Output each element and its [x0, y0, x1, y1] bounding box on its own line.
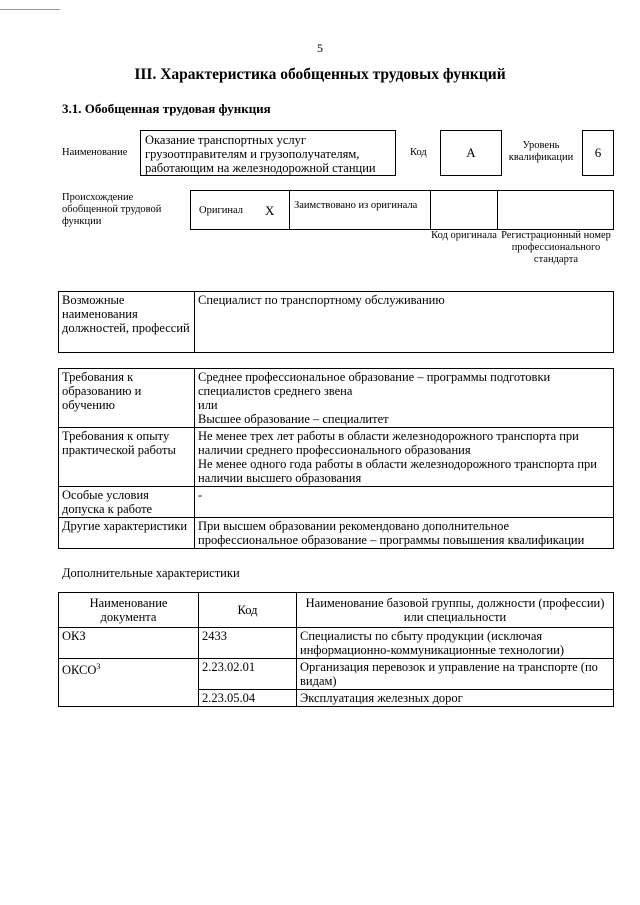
positions-value: Специалист по транспортному обслуживанию — [195, 292, 614, 353]
header-code: Код — [199, 593, 297, 628]
level-value: 6 — [594, 145, 602, 160]
original-label: Оригинал — [199, 205, 243, 216]
req-label: Требования к опыту практической работы — [59, 428, 195, 487]
subsection-title: 3.1. Обобщенная трудовая функция — [62, 101, 271, 116]
positions-table — [58, 291, 614, 353]
table-row — [59, 628, 614, 659]
scan-artifact-line — [0, 9, 60, 10]
req-value — [195, 428, 614, 487]
function-code-box — [440, 130, 502, 176]
table-header-row — [59, 593, 614, 628]
function-name-value: Оказание транспортных услуг грузоотправителям и грузополучателям, работающим на железнодорожной станции — [145, 133, 376, 175]
header-doc: Наименование документа — [59, 593, 199, 628]
level-box — [582, 130, 614, 176]
table-row — [59, 518, 614, 549]
table-row — [59, 659, 614, 690]
req-value — [195, 369, 614, 428]
table-row — [59, 487, 614, 518]
req-line: Среднее профессиональное образование – программы подготовки специалистов среднего звена — [198, 370, 551, 398]
name-label: Наименование — [62, 147, 128, 158]
cell-name: Специалисты по сбыту продукции (исключая информационно-коммуникационные технологии) — [297, 628, 614, 659]
code-original-caption: Код оригинала — [431, 230, 497, 241]
footnote-mark: 3 — [96, 662, 101, 671]
level-label: Уровень квалификации — [508, 140, 574, 163]
req-line: При высшем образовании рекомендовано дополнительное профессиональное образование – программы повышения квалификации — [198, 519, 585, 547]
table-row — [59, 428, 614, 487]
req-label: Другие характеристики — [59, 518, 195, 549]
req-label: Особые условия допуска к работе — [59, 487, 195, 518]
cell-doc-text: ОКСО — [62, 663, 97, 678]
table-row — [59, 292, 614, 353]
cell-doc — [59, 659, 199, 690]
req-value — [195, 487, 614, 518]
cell-name: Организация перевозок и управление на транспорте (по видам) — [297, 659, 614, 690]
req-label: Требования к образованию и обучению — [59, 369, 195, 428]
cell-code: 2.23.05.04 — [199, 690, 297, 707]
section-title: III. Характеристика обобщенных трудовых функций — [134, 66, 506, 83]
reg-number-cell — [497, 190, 614, 230]
cell-doc — [59, 690, 199, 707]
req-line: Не менее трех лет работы в области железнодорожного транспорта при наличии среднего профессионального образования — [198, 429, 579, 457]
req-line: Высшее образование – специалитет — [198, 412, 389, 426]
req-line: Не менее одного года работы в области железнодорожного транспорта при наличии высшего образования — [198, 457, 597, 485]
borrowed-label: Заимствовано из оригинала — [294, 200, 418, 211]
req-value — [195, 518, 614, 549]
original-cell — [190, 190, 290, 230]
page-number: 5 — [317, 41, 323, 55]
origin-label: Происхождение обобщенной трудовой функции — [62, 192, 162, 227]
additional-table — [58, 592, 614, 707]
function-code-value: A — [466, 145, 476, 160]
cell-doc: ОКЗ — [59, 628, 199, 659]
original-mark: X — [265, 203, 275, 218]
additional-caption: Дополнительные характеристики — [62, 566, 240, 580]
borrowed-cell — [289, 190, 431, 230]
req-line: или — [198, 398, 218, 412]
reg-number-caption: Регистрационный номер профессионального стандарта — [501, 230, 611, 265]
cell-code: 2.23.02.01 — [199, 659, 297, 690]
req-line: - — [198, 488, 203, 502]
requirements-table — [58, 368, 614, 549]
header-name: Наименование базовой группы, должности (профессии) или специальности — [297, 593, 614, 628]
code-original-cell — [430, 190, 498, 230]
cell-name: Эксплуатация железных дорог — [297, 690, 614, 707]
positions-label: Возможные наименования должностей, профессий — [59, 292, 195, 353]
table-row — [59, 690, 614, 707]
function-name-box — [140, 130, 396, 176]
cell-code: 2433 — [199, 628, 297, 659]
code-label: Код — [410, 147, 427, 158]
table-row — [59, 369, 614, 428]
